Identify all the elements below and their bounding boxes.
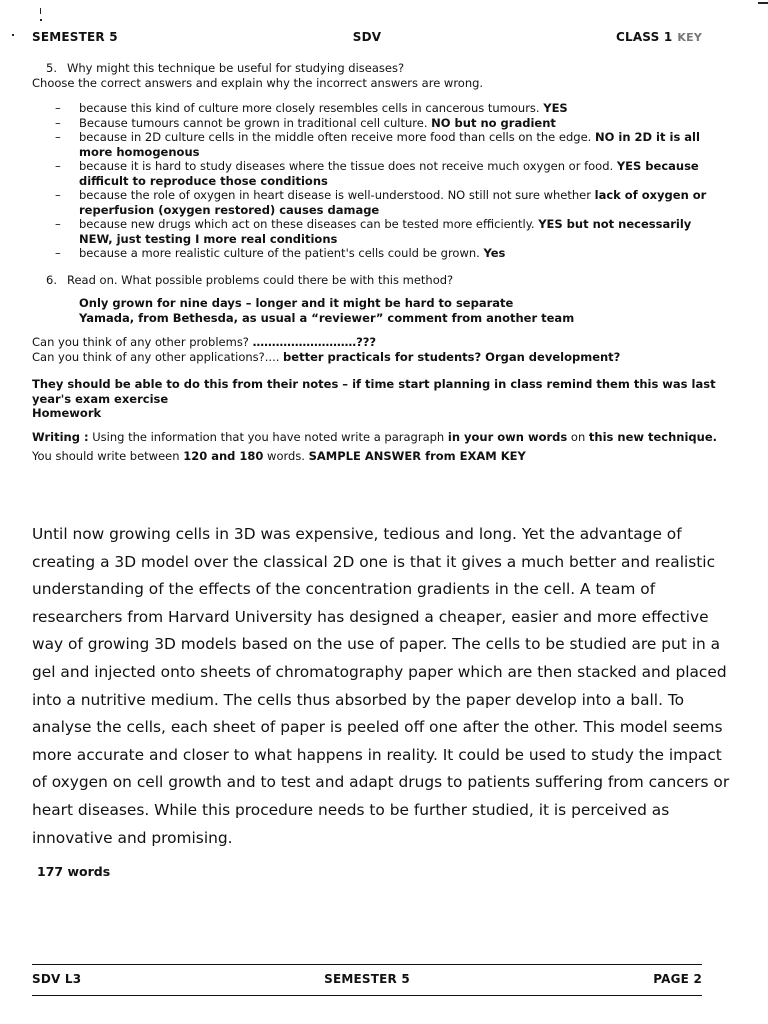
- sample-answer-paragraph: Until now growing cells in 3D was expensive, tedious and long. Yet the advantage of creating a 3D model over the classical 2D one is that it gives a much better and realistic understanding of the effects of the concentration gradients in the cell. A team of researchers from Harvard University has designed a cheaper, easier and more effective way of growing 3D models based on the use of paper. The cells to be studied are put in a gel and injected onto sheets of chromatography paper which are then stacked and placed into a nutritive medium. The cells thus absorbed by the paper develop into a ball. To analyse the cells, each sheet of paper is peeled off one after the other. This model seems more accurate and closer to what happens in reality. It could be used to study the impact of oxygen on cell growth and to test and adapt drugs to patients suffering from cancers or heart diseases. While this procedure needs to be further studied, it is perceived as innovative and promising.: [32, 525, 730, 847]
- option-answer: NO in 2D it is all more homogenous: [79, 130, 700, 159]
- page-header: [32, 30, 702, 46]
- option-text: because a more realistic culture of the patient's cells could be grown.: [79, 246, 480, 260]
- option-answer: NO but no gradient: [431, 115, 556, 130]
- scan-mark: [758, 2, 768, 4]
- option-answer: YES: [543, 101, 568, 115]
- option-text: because new drugs which act on these diseases can be tested more efficiently.: [79, 217, 535, 231]
- writing-text: Using the information that you have noted write a paragraph: [92, 429, 445, 444]
- applications-prompt: Can you think of any other applications?....: [32, 349, 280, 364]
- header-semester: SEMESTER 5: [32, 30, 118, 44]
- question-number: 5.: [46, 61, 57, 75]
- option-text: because it is hard to study diseases where the tissue does not receive much oxygen or food.: [79, 159, 614, 173]
- answer-note: Only grown for nine days – longer and it might be hard to separate: [79, 296, 514, 310]
- list-item: [32, 217, 728, 246]
- option-text: because in 2D culture cells in the middle often receive more food than cells on the edge.: [79, 130, 592, 144]
- scan-mark: [12, 34, 14, 36]
- writing-text: on: [570, 429, 586, 444]
- applications-answer: better practicals for students? Organ development?: [283, 349, 621, 364]
- writing-emphasis: this new technique.: [588, 429, 718, 444]
- list-item: [32, 188, 728, 217]
- word-limit: [32, 449, 728, 464]
- word-limit-text: words.: [267, 449, 305, 463]
- list-item: [32, 246, 728, 261]
- other-applications: [32, 350, 728, 365]
- header-class-label: CLASS 1: [615, 30, 673, 44]
- word-limit-text: You should write between: [32, 449, 180, 463]
- header-subject: SDV: [352, 30, 382, 44]
- question-6-answer: [79, 296, 728, 325]
- key-stamp: KEY: [677, 31, 702, 44]
- page-footer: [32, 972, 702, 988]
- word-limit-range: 120 and 180: [183, 449, 264, 463]
- option-answer: YES because difficult to reproduce those conditions: [79, 159, 699, 188]
- worksheet-body: [32, 61, 728, 464]
- other-problems: [32, 335, 728, 350]
- writing-label: Writing :: [32, 429, 89, 444]
- option-text: Because tumours cannot be grown in traditional cell culture.: [79, 115, 428, 130]
- list-item: [32, 116, 728, 131]
- bottom-divider: [32, 995, 702, 996]
- header-class: [616, 30, 702, 44]
- sample-answer: [32, 521, 734, 852]
- problems-prompt: Can you think of any other problems?: [32, 335, 249, 349]
- problems-answer: ………………………???: [252, 335, 377, 349]
- question-number: 6.: [46, 272, 57, 287]
- option-answer: lack of oxygen or reperfusion (oxygen restored) causes damage: [79, 188, 707, 217]
- question-6: [32, 273, 728, 288]
- list-item: [32, 130, 728, 159]
- scan-mark: [40, 19, 42, 21]
- page-number: PAGE 2: [653, 972, 702, 986]
- homework-label: Homework: [32, 406, 102, 420]
- writing-task: [32, 430, 728, 445]
- footer-course: SDV L3: [32, 972, 82, 986]
- footer-semester: SEMESTER 5: [324, 972, 410, 986]
- answer-note: Yamada, from Bethesda, as usual a “reviewer” comment from another team: [79, 310, 575, 325]
- list-item: [32, 101, 728, 116]
- writing-emphasis: in your own words: [447, 429, 568, 444]
- scan-mark: [40, 8, 41, 14]
- footer-divider: [32, 964, 702, 965]
- question-text: Why might this technique be useful for studying diseases?: [67, 61, 405, 75]
- instruction: Choose the correct answers and explain why the incorrect answers are wrong.: [32, 75, 484, 90]
- word-count: 177 words: [37, 864, 111, 879]
- option-answer: Yes: [483, 246, 506, 260]
- list-item: [32, 159, 728, 188]
- question-text: Read on. What possible problems could there be with this method?: [67, 272, 454, 287]
- option-text: because this kind of culture more closely resembles cells in cancerous tumours.: [79, 101, 540, 115]
- option-answer: YES but not necessarily NEW, just testing I more real conditions: [79, 217, 692, 246]
- question-5: [32, 61, 728, 76]
- answer-options: [32, 101, 728, 261]
- sample-answer-label: SAMPLE ANSWER from EXAM KEY: [308, 449, 526, 463]
- teacher-note: They should be able to do this from their notes – if time start planning in class remind them this was last year's exam exercise: [32, 377, 716, 406]
- option-text: because the role of oxygen in heart disease is well-understood. NO still not sure whether: [79, 188, 591, 202]
